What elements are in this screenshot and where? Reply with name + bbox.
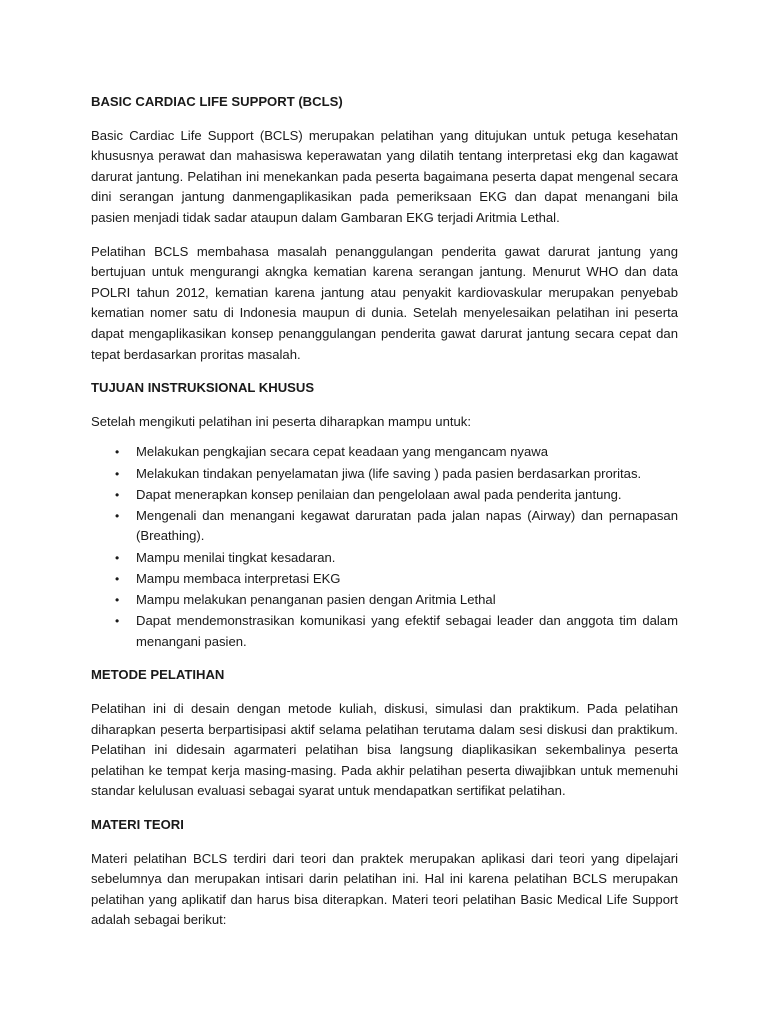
bullet-icon: • <box>115 466 120 481</box>
objectives-list <box>91 442 678 652</box>
intro-paragraph-1: Basic Cardiac Life Support (BCLS) merupakan pelatihan yang ditujukan untuk petuga kesehatan khususnya perawat dan mahasiswa keperawatan yang dilatih tentang interpretasi ekg dan kagawat darurat jantung. Pelatihan ini menekankan pada peserta bagaimana peserta dapat mengenal secara dini serangan jantung danmengaplikasikan pada pemeriksaan EKG dan dapat menangani bila pasien menjadi tidak sadar ataupun dalam Gambaran EKG terjadi Aritmia Lethal. <box>91 127 678 225</box>
list-item <box>91 506 678 547</box>
method-heading: METODE PELATIHAN <box>91 667 225 683</box>
list-item-text: Mampu menilai tingkat kesadaran. <box>136 549 336 565</box>
list-item-text: Mampu membaca interpretasi EKG <box>136 570 341 586</box>
list-item <box>91 442 678 463</box>
intro-paragraph-2: Pelatihan BCLS membahasa masalah penanggulangan penderita gawat darurat jantung yang bertujuan untuk mengurangi akngka kematian karena serangan jantung. Menurut WHO dan data POLRI tahun 2012, kematian karena jantung atau penyakit kardiovaskular merupakan penyebab kematian nomer satu di Indonesia maupun di dunia. Setelah menyelesaikan pelatihan ini peserta dapat mengaplikasikan konsep penanggulangan penderita gawat darurat jantung secara cepat dan tepat berdasarkan proritas masalah. <box>91 243 678 362</box>
list-item <box>91 569 678 590</box>
theory-paragraph: Materi pelatihan BCLS terdiri dari teori dan praktek merupakan aplikasi dari teori yang dipelajari sebelumnya dan merupakan intisari darin pelatihan ini. Hal ini karena pelatihan BCLS merupakan pelatihan yang aplikatif dan harus bisa diterapkan. Materi teori pelatihan Basic Medical Life Support adalah sebagai berikut: <box>91 850 678 928</box>
list-item-text: Dapat mendemonstrasikan komunikasi yang efektif sebagai leader dan anggota tim dalam menangani pasien. <box>136 613 678 649</box>
list-item-text: Mampu melakukan penanganan pasien dengan Aritmia Lethal <box>136 592 496 608</box>
objectives-intro: Setelah mengikuti pelatihan ini peserta diharapkan mampu untuk: <box>91 413 471 429</box>
bullet-icon: • <box>115 487 120 502</box>
bullet-icon: • <box>115 445 120 460</box>
list-item-text: Dapat menerapkan konsep penilaian dan pengelolaan awal pada penderita jantung. <box>136 486 622 502</box>
bullet-icon: • <box>115 571 120 586</box>
list-item <box>91 464 678 485</box>
theory-heading: MATERI TEORI <box>91 816 184 832</box>
list-item <box>91 590 678 611</box>
bullet-icon: • <box>115 614 120 629</box>
list-item <box>91 611 678 652</box>
bullet-icon: • <box>115 508 120 523</box>
list-item <box>91 548 678 569</box>
bullet-icon: • <box>115 593 120 608</box>
list-item-text: Melakukan pengkajian secara cepat keadaan yang mengancam nyawa <box>136 444 548 460</box>
document-page <box>91 92 678 944</box>
list-item <box>91 485 678 506</box>
list-item-text: Mengenali dan menangani kegawat daruratan pada jalan napas (Airway) dan pernapasan (Breathing). <box>136 507 678 544</box>
bullet-icon: • <box>115 550 120 565</box>
objectives-heading: TUJUAN INSTRUKSIONAL KHUSUS <box>91 380 315 396</box>
list-item-text: Melakukan tindakan penyelamatan jiwa (life saving ) pada pasien berdasarkan proritas. <box>136 465 642 481</box>
document-title: BASIC CARDIAC LIFE SUPPORT (BCLS) <box>91 94 343 109</box>
method-paragraph: Pelatihan ini di desain dengan metode kuliah, diskusi, simulasi dan praktikum. Pada pelatihan diharapkan peserta berpartisipasi aktif selama pelatihan terutama dalam sesi diskusi dan praktikum. Pelatihan ini didesain agarmateri pelatihan bisa langsung diaplikasikan sekembalinya peserta pelatihan ke tempat kerja masing-masing. Pada akhir pelatihan peserta diwajibkan untuk memenuhi standar kelulusan evaluasi sebagai syarat untuk mendapatkan sertifikat pelatihan. <box>91 701 678 799</box>
